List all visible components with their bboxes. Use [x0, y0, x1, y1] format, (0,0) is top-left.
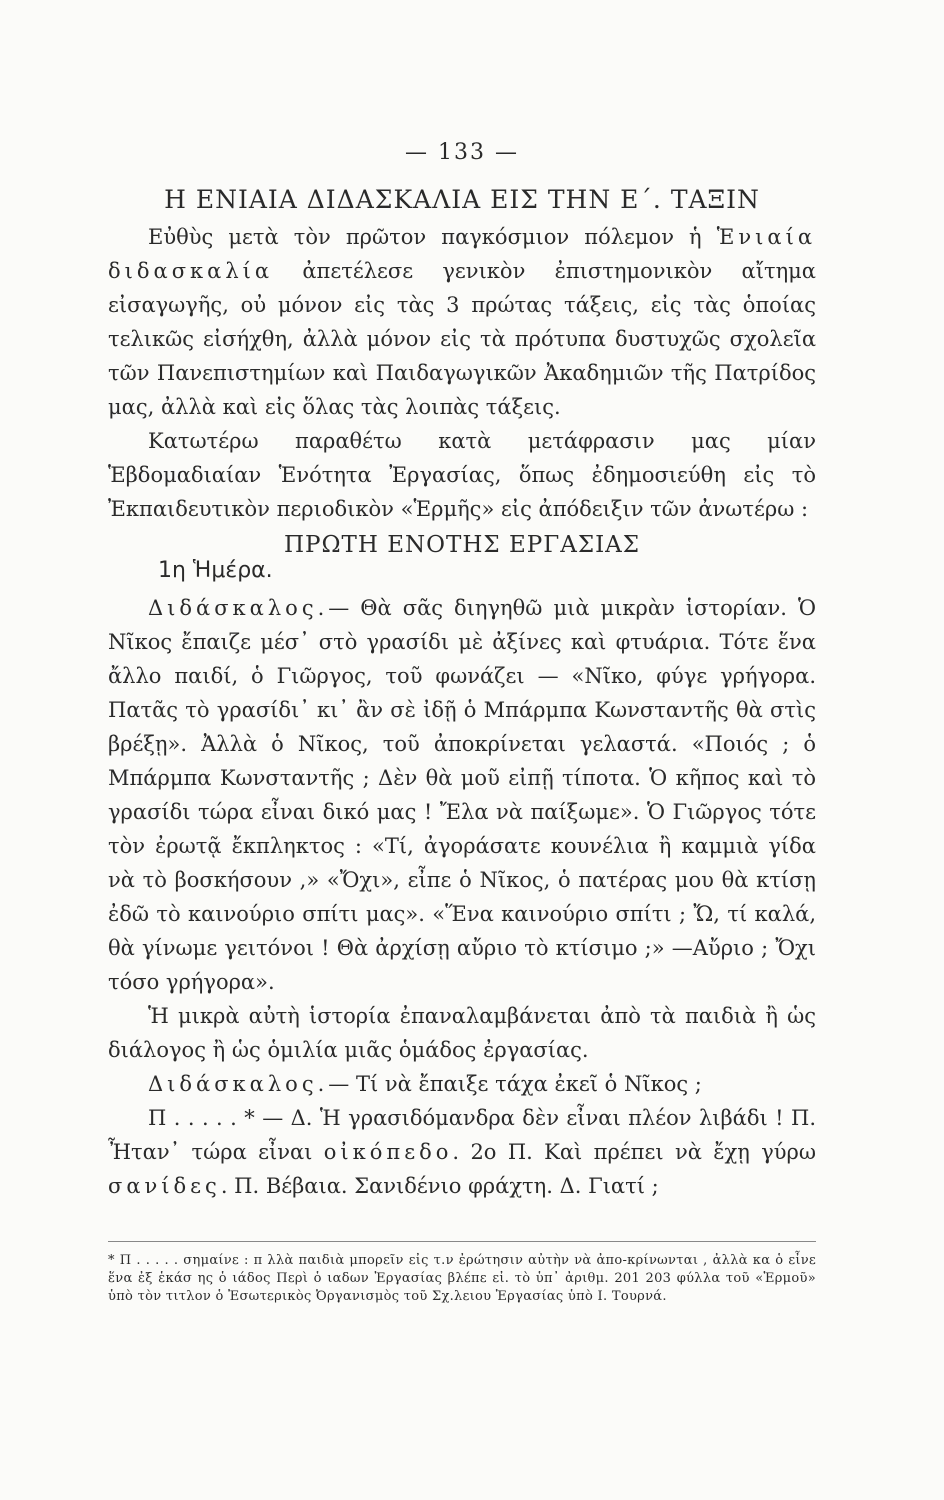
intro-text-b: ἀπετέλεσε γενικὸν ἐπιστημονικὸν αἴτημα εἰσαγωγῆς, οὐ μόνον εἰς τὰς 3 πρώτας τάξεις, εἰς τὰς ὁποίας τελικῶς εἰσήχθη, ἀλλὰ μόνον εἰς τὰ πρότυπα δυστυχῶς σχολεῖα τῶν Πανεπιστημίων καὶ Παιδαγωγικῶν Ἀκαδημιῶν τῆς Πατρίδος μας, ἀλλὰ καὶ εἰς ὅλας τὰς λοιπὰς τάξεις.: [108, 259, 816, 419]
page-number: — 133 —: [405, 140, 519, 165]
section-title: Η ΕΝΙΑΙΑ ΔΙΔΑΣΚΑΛΙΑ ΕΙΣ ΤΗΝ Ε΄. ΤΑΞΙΝ: [164, 185, 760, 214]
dialogue-paragraph-1: [108, 591, 816, 999]
dialogue-paragraph-2: Ἡ μικρὰ αὐτὴ ἱστορία ἐπαναλαμβάνεται ἀπὸ τὰ παιδιὰ ἢ ὡς διάλογος ἢ ὡς ὁμιλία μιᾶς ὁμάδος ἐργασίας.: [108, 1004, 816, 1062]
dialogue-text-b: . 2ο Π. Καὶ πρέπει νὰ ἔχῃ γύρω: [452, 1140, 816, 1164]
term-sanides: σανίδες: [108, 1174, 221, 1198]
footnote: * Π . . . . . σημαίνε : π λλὰ παιδιὰ μπορεῖν εἰς τ.ν ἐρώτησιν αὐτὴν νὰ ἀπο-κρίνωνται , ἀλλὰ κα ὁ εἶνε ἕνα ἐξ ἑκάσ ης ὁ ιάδος Περὶ ὁ ιαδων Ἐργασίας βλέπε εἰ. τὸ ὑπ᾽ ἀριθμ. 201 203 φύλλα τοῦ «Ἑρμοῦ» ὑπὸ τὸν τιτλον ὁ Ἐσωτερικὸς Ὀργανισμὸς τοῦ Σχ.λειου Ἐργασίας ὑπὸ Ι. Τουρνά.: [108, 1253, 816, 1304]
unit-subtitle: ΠΡΩΤΗ ΕΝΟΤΗΣ ΕΡΓΑΣΙΑΣ: [283, 532, 641, 558]
day-label: 1η Ἡμέρα.: [158, 558, 273, 583]
intro-text-a: Εὐθὺς μετὰ τὸν πρῶτον παγκόσμιον πόλεμον ἡ: [148, 225, 717, 249]
book-page: [108, 140, 816, 1306]
speaker-label: Διδάσκαλος.: [148, 1072, 329, 1096]
dialogue-text-a: Π . . . . . * — Δ. Ἡ γρασιδόμανδρα δὲν εἶναι πλέον λιβάδι ! Π. Ἦταν᾽ τώρα εἶναι: [108, 1106, 816, 1164]
intro-paragraph-1: [108, 220, 816, 424]
speaker-label: Διδάσκαλος.: [148, 596, 329, 620]
term-oikopedo: οἰκόπεδο: [323, 1140, 453, 1164]
dialogue-text: — Τί νὰ ἔπαιξε τάχα ἐκεῖ ὁ Νῖκος ;: [328, 1072, 702, 1096]
dialogue-paragraph-4: [108, 1101, 816, 1203]
dialogue-text-c: . Π. Βέβαια. Σανιδένιο φράχτη. Δ. Γιατί ;: [220, 1174, 659, 1198]
footnote-divider: [108, 1241, 816, 1242]
intro-term: Ἑνιαία διδασκαλία: [108, 225, 816, 283]
dialogue-text: — Θὰ σᾶς διηγηθῶ μιὰ μικρὰν ἱστορίαν. Ὁ Νῖκος ἔπαιζε μέσ᾽ στὸ γρασίδι μὲ ἀξίνες καὶ φτυάρια. Τότε ἕνα ἄλλο παιδί, ὁ Γιῶργος, τοῦ φωνάζει — «Νῖκο, φύγε γρήγορα. Πατᾶς τὸ γρασίδι᾽ κι᾽ ἂν σὲ ἰδῇ ὁ Μπάρμπα Κωνσταντῆς θὰ στὶς βρέξῃ». Ἀλλὰ ὁ Νῖκος, τοῦ ἀποκρίνεται γελαστά. «Ποιός ; ὁ Μπάρμπα Κωνσταντῆς ; Δὲν θὰ μοῦ εἰπῇ τίποτα. Ὁ κῆπος καὶ τὸ γρασίδι τώρα εἶναι δικό μας ! Ἔλα νὰ παίξωμε». Ὁ Γιῶργος τότε τὸν ἐρωτᾷ ἔκπληκτος : «Τί, ἀγοράσατε κουνέλια ἢ καμμιὰ γίδα νὰ τὸ βοσκήσουν ,» «Ὄχι», εἶπε ὁ Νῖκος, ὁ πατέρας μου θὰ κτίσῃ ἐδῶ τὸ καινούριο σπίτι μας». «Ἕνα καινούριο σπίτι ; Ὤ, τί καλά, θὰ γίνωμε γειτόνοι ! Θὰ ἀρχίσῃ αὔριο τὸ κτίσιμο ;» —Αὔριο ; Ὄχι τόσο γρήγορα».: [108, 596, 816, 994]
dialogue-paragraph-3: [108, 1067, 816, 1101]
intro-paragraph-2: Κατωτέρω παραθέτω κατὰ μετάφρασιν μας μίαν Ἑβδομαδιαίαν Ἑνότητα Ἐργασίας, ὅπως ἐδημοσιεύθη εἰς τὸ Ἐκπαιδευτικὸν περιοδικὸν «Ἑρμῆς» εἰς ἀπόδειξιν τῶν ἀνωτέρω :: [108, 429, 816, 521]
